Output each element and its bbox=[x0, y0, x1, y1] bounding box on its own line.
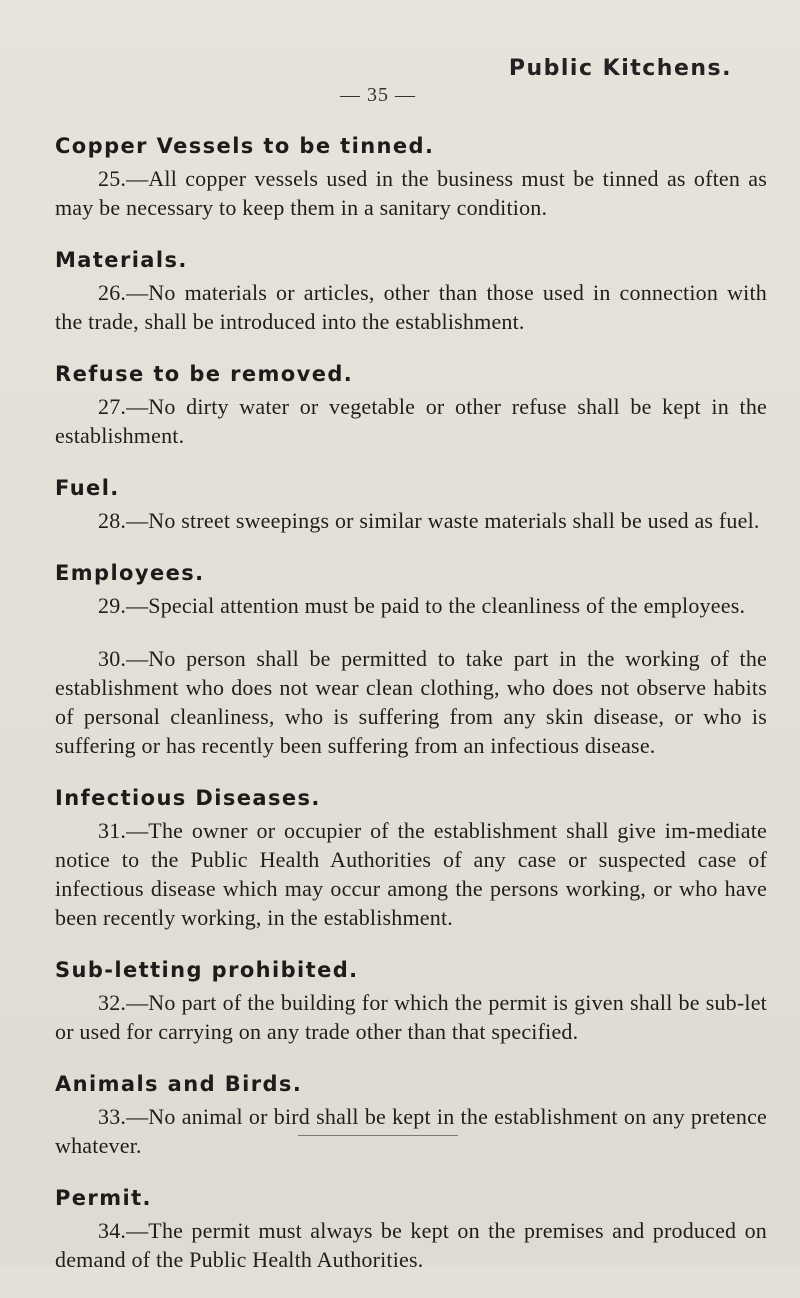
paragraph-29: 29.—Special attention must be paid to the cleanliness of the employees. bbox=[98, 593, 746, 618]
paragraph-25: 25.—All copper vessels used in the business must be tinned as often as may be necessary to keep them in a sanitary condition. bbox=[55, 166, 767, 220]
section-copper-vessels bbox=[55, 132, 767, 222]
page-number: — 35 — bbox=[340, 84, 416, 106]
section-heading: Infectious Diseases. bbox=[55, 786, 321, 810]
section-heading: Fuel. bbox=[55, 476, 120, 500]
section-heading: Sub-letting prohibited. bbox=[55, 958, 359, 982]
section-fuel bbox=[55, 474, 767, 535]
section-materials bbox=[55, 246, 767, 336]
section-heading: Refuse to be removed. bbox=[55, 362, 354, 386]
section-infectious-diseases bbox=[55, 784, 767, 932]
running-head: Public Kitchens. bbox=[508, 56, 732, 81]
closing-rule bbox=[298, 1135, 458, 1136]
paragraph-28: 28.—No street sweepings or similar waste materials shall be used as fuel. bbox=[98, 508, 760, 533]
paragraph-30: 30.—No person shall be permitted to take part in the working of the establishment who does not wear clean clothing, who does not observe habits of personal cleanliness, who is suffering from any skin disease, or who is suffering or has recently been suffering from an infectious disease. bbox=[55, 646, 767, 758]
page-content bbox=[55, 132, 767, 1298]
section-permit bbox=[55, 1184, 767, 1274]
section-animals-birds bbox=[55, 1070, 767, 1160]
section-sub-letting bbox=[55, 956, 767, 1046]
paragraph-33: 33.—No animal or bird shall be kept in the establishment on any pretence whatever. bbox=[55, 1104, 767, 1158]
paragraph-34: 34.—The permit must always be kept on the premises and produced on demand of the Public Health Authorities. bbox=[55, 1218, 767, 1272]
section-heading: Animals and Birds. bbox=[55, 1072, 303, 1096]
paragraph-31: 31.—The owner or occupier of the establishment shall give im-mediate notice to the Public Health Authorities of any case or suspected case of infectious disease which may occur among the persons working, or who have been recently working, in the establishment. bbox=[55, 818, 767, 930]
section-heading: Employees. bbox=[55, 561, 205, 585]
paragraph-27: 27.—No dirty water or vegetable or other refuse shall be kept in the establishment. bbox=[55, 394, 767, 448]
section-employees bbox=[55, 559, 767, 760]
section-refuse bbox=[55, 360, 767, 450]
section-heading: Permit. bbox=[55, 1186, 152, 1210]
paragraph-32: 32.—No part of the building for which the permit is given shall be sub-let or used for carrying on any trade other than that specified. bbox=[55, 990, 767, 1044]
paragraph-26: 26.—No materials or articles, other than those used in connection with the trade, shall be introduced into the establishment. bbox=[55, 280, 767, 334]
section-heading: Materials. bbox=[55, 248, 188, 272]
section-heading: Copper Vessels to be tinned. bbox=[55, 134, 435, 158]
